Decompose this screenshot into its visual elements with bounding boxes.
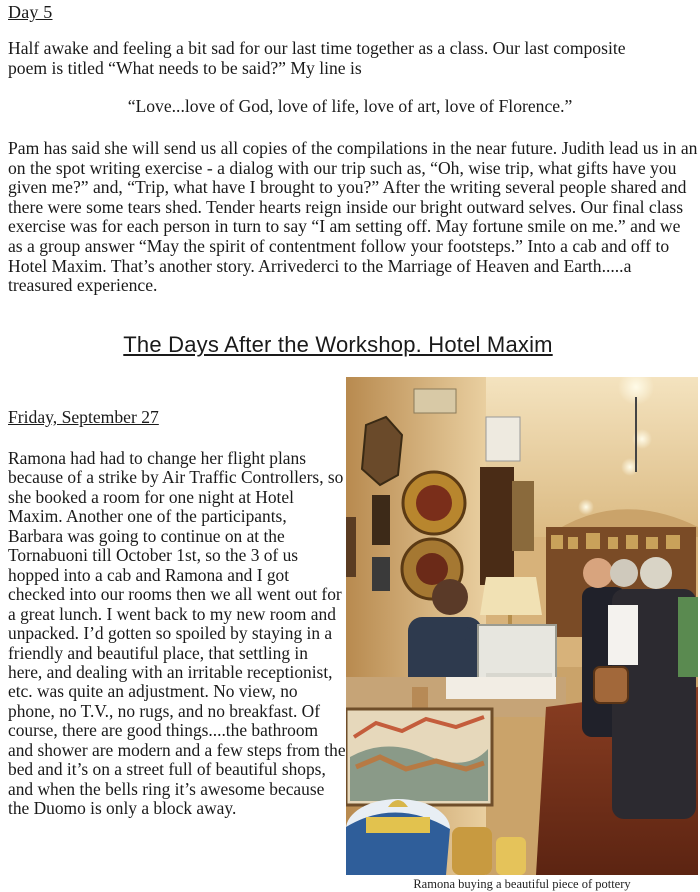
- photo-caption: Ramona buying a beautiful piece of pottery: [413, 877, 631, 891]
- poem-line-quote: “Love...love of God, love of life, love of art, love of Florence.”: [127, 96, 573, 116]
- day-5-heading: Day 5: [8, 2, 53, 22]
- pottery-shop-photo: [346, 377, 698, 875]
- section-title: The Days After the Workshop. Hotel Maxim: [123, 332, 553, 357]
- friday-date-heading: Friday, September 27: [8, 407, 159, 427]
- paragraph-hotel-maxim: Ramona had had to change her flight plans because of a strike by Air Traffic Controllers, so she booked a room for one night at Hotel Maxim. Another one of the participants, Barbara was going to continue on at the Tornabuoni till October 1st, so the 3 of us hopped into a cab and Ramona and I got checked into our rooms then we all went out for a great lunch. I went back to my new room and unpacked. I’d gotten so spoiled by staying in a friendly and beautiful place, that settling in here, and dealing with an irritable receptionist, etc. was quite an adjustment. No view, no phone, no T.V., no rugs, and no breakfast. Of course, there are good things....the bathroom and shower are modern and a few steps from the bed and it’s on a street full of beautiful shops, and when the bells ring it’s awesome because the Duomo is only a block away.: [8, 448, 346, 819]
- paragraph-class-poem: Half awake and feeling a bit sad for our last time together as a class. Our last composite poem is titled “What needs to be said?” My line is: [8, 38, 626, 78]
- paragraph-writing-exercise: Pam has said she will send us all copies of the compilations in the near future. Judith lead us in an on the spot writing exercise - a dialog with our trip such as, “Oh, wise trip, what gifts have you given me?” and, “Trip, what have I brought to you?” After the writing several people shared and there were some tears shed. Tender hearts reign inside our bright outward selves. Our final class exercise was for each person in turn to say “I am setting off. May fortune smile on me.” and we as a group answer “May the spirit of contentment follow your footsteps.” Into a cab and off to Hotel Maxim. That’s another story. Arrivederci to the Marriage of Heaven and Earth.....a treasured experience.: [8, 138, 698, 296]
